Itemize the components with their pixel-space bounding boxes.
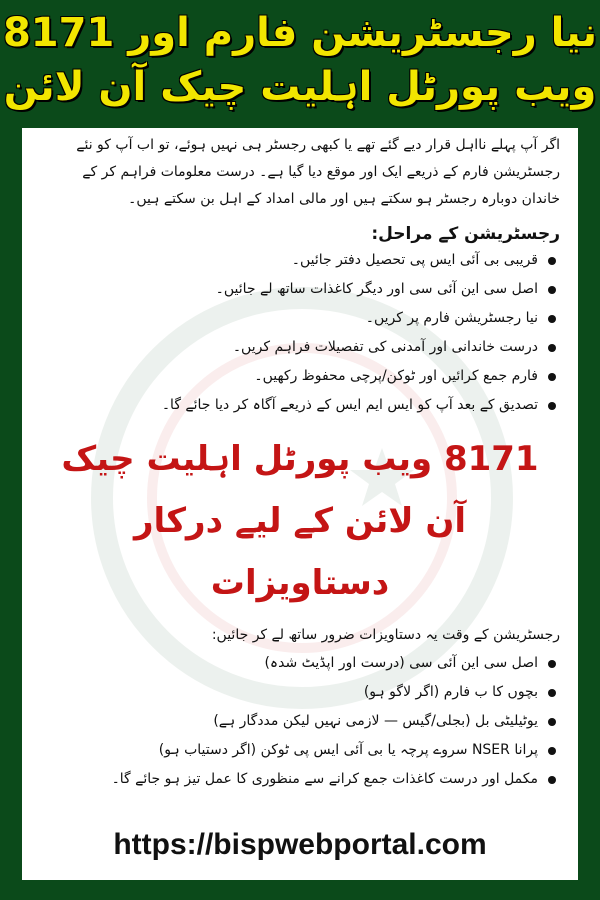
list-item: پرانا NSER سروے پرچہ یا بی آئی ایس پی ٹوکن (اگر دستیاب ہو) <box>40 736 538 765</box>
list-item: نیا رجسٹریشن فارم پر کریں۔ <box>40 304 538 333</box>
documents-title: 8171 ویب پورٹل اہلیت چیک آن لائن کے لیے درکار دستاویزات <box>61 439 539 603</box>
steps-heading: رجسٹریشن کے مراحل: <box>371 224 560 244</box>
article-body <box>40 128 560 794</box>
list-item: درست خاندانی اور آمدنی کی تفصیلات فراہم کریں۔ <box>40 333 538 362</box>
intro-paragraph: اگر آپ پہلے نااہل قرار دیے گئے تھے یا کبھی رجسٹر ہی نہیں ہوئے، تو اب آپ کو نئے رجسٹریشن فارم کے ذریعے ایک اور موقع دیا گیا ہے۔ درست معلومات فراہم کر کے خاندان دوبارہ رجسٹر ہو سکتے ہیں اور مالی امداد کے اہل بن سکتے ہیں۔ <box>76 137 560 207</box>
content-card <box>22 128 578 880</box>
footer-bar <box>0 880 600 900</box>
documents-intro: رجسٹریشن کے وقت یہ دستاویزات ضرور ساتھ لے کر جائیں: <box>211 627 560 643</box>
list-item: اصل سی این آئی سی اور دیگر کاغذات ساتھ لے جائیں۔ <box>40 275 538 304</box>
list-item: تصدیق کے بعد آپ کو ایس ایم ایس کے ذریعے آگاہ کر دیا جائے گا۔ <box>40 391 538 420</box>
documents-list <box>40 649 560 794</box>
header-banner <box>0 0 600 128</box>
list-item: یوٹیلیٹی بل (بجلی/گیس — لازمی نہیں لیکن مددگار ہے) <box>40 707 538 736</box>
header-title-line-2: ویب پورٹل اہلیت چیک آن لائن <box>3 64 597 110</box>
list-item: قریبی بی آئی ایس پی تحصیل دفتر جائیں۔ <box>40 246 538 275</box>
website-url-link[interactable]: https://bispwebportal.com <box>113 828 487 861</box>
list-item: بچوں کا ب فارم (اگر لاگو ہو) <box>40 678 538 707</box>
list-item: مکمل اور درست کاغذات جمع کرانے سے منظوری کا عمل تیز ہو جائے گا۔ <box>40 765 538 794</box>
header-title-line-1: نیا رجسٹریشن فارم اور 8171 <box>2 10 598 56</box>
list-item: فارم جمع کرائیں اور ٹوکن/پرچی محفوظ رکھیں۔ <box>40 362 538 391</box>
steps-list <box>40 246 560 420</box>
list-item: اصل سی این آئی سی (درست اور اپڈیٹ شدہ) <box>40 649 538 678</box>
